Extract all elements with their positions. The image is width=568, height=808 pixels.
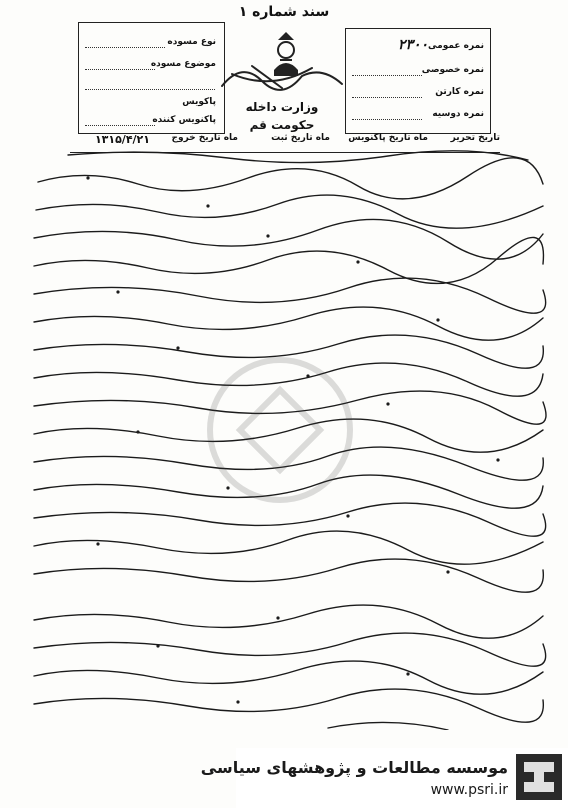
document-title: سند شماره ۱ <box>238 4 330 20</box>
copyist-label: پاکنویس کننده <box>152 115 216 125</box>
institute-logo-icon <box>516 754 562 800</box>
draft-subject-line <box>85 69 155 70</box>
draft-subject-label: موضوع مسوده <box>150 59 216 69</box>
carton-number-label: نمره کارتن <box>435 87 484 97</box>
private-number-label: نمره خصوصی <box>421 65 484 75</box>
numbering-box <box>345 28 491 134</box>
carton-number-line <box>352 97 422 98</box>
website-url[interactable]: www.psri.ir <box>430 782 508 798</box>
draft-type-line <box>85 47 165 48</box>
register-date-label: ماه تاریخ ثبت <box>271 133 330 143</box>
general-number-value: ۲۳۰۰ <box>397 37 428 53</box>
blank-line <box>85 89 215 90</box>
ministry-name: وزارت داخله <box>245 100 319 114</box>
draft-info-box <box>78 22 225 134</box>
organization-name: موسسه مطالعات و پژوهشهای سیاسی <box>200 758 508 777</box>
dates-row <box>70 133 500 151</box>
general-number-label: نمره عمومی <box>428 41 484 51</box>
file-number-line <box>352 119 422 120</box>
exit-date-label: ماه تاریخ خروج <box>171 133 238 143</box>
ministry-header <box>232 30 332 135</box>
handwritten-stamp-icon <box>212 56 362 96</box>
clean-date-label: ماه تاریخ پاکنویس <box>348 133 428 143</box>
footer-bar <box>200 748 568 808</box>
government-name: حکومت قم <box>249 118 315 132</box>
exit-date-value: ۱۳۱۵/۴/۲۱ <box>94 133 150 146</box>
cleaned-label: پاکویس <box>182 97 216 107</box>
file-number-label: نمره دوسیه <box>432 109 484 119</box>
write-date-label: تاریخ تحریر <box>450 133 500 143</box>
private-number-line <box>352 75 422 76</box>
copyist-line <box>85 125 155 126</box>
institute-watermark-icon <box>150 330 410 530</box>
draft-type-label: نوع مسوده <box>167 37 216 47</box>
